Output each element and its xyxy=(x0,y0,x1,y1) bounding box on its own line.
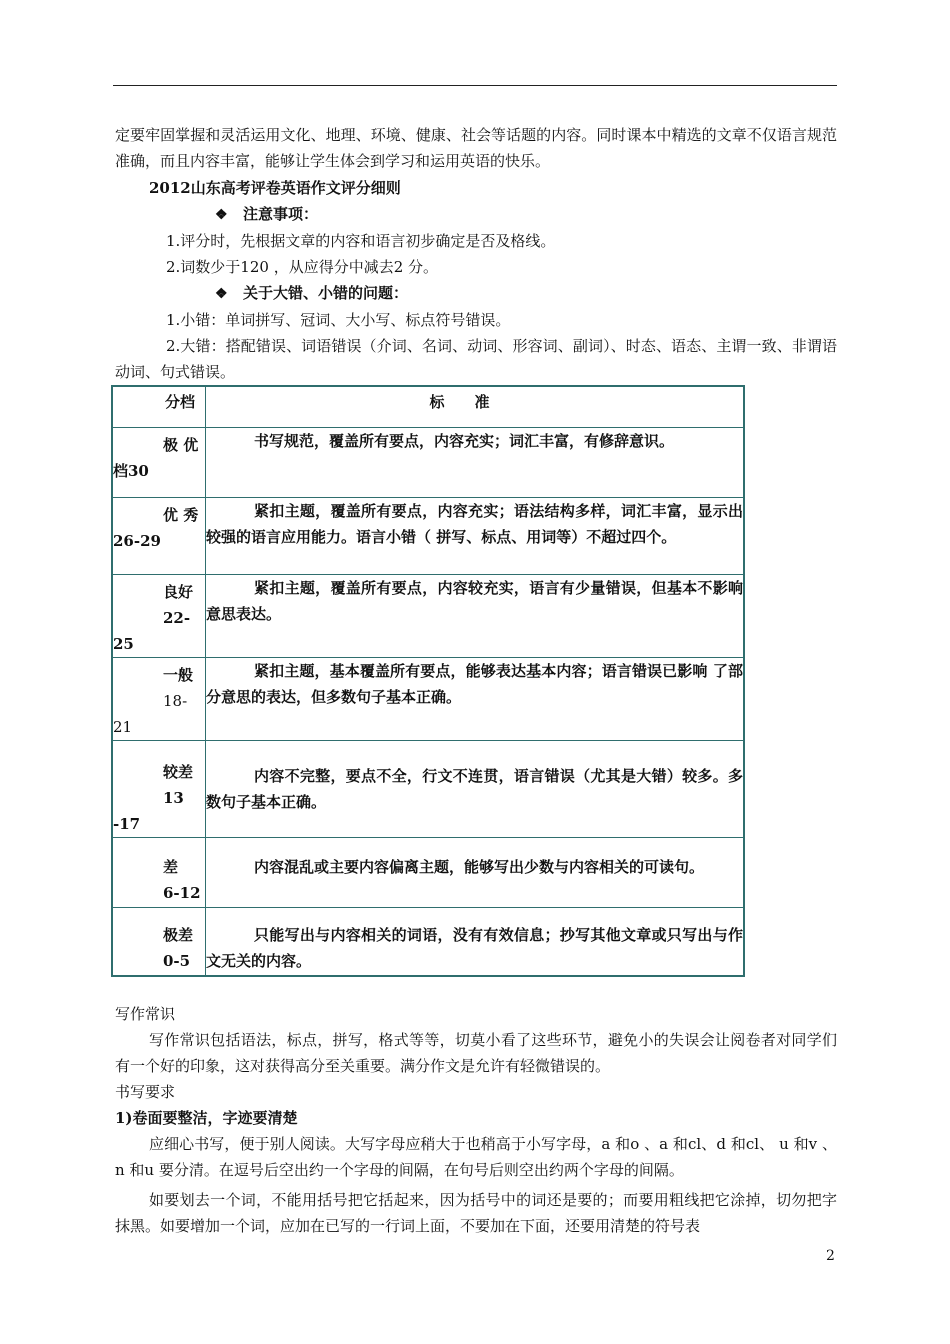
writing-req-paragraph: 应细心书写，便于别人阅读。大写字母应稍大于也稍高于小写字母，a 和o 、a 和cl、d 和cl、 u 和v 、n 和u 要分清。在逗号后空出约一个字母的间隔，在句号后则空出约两个字母的间隔。 xyxy=(115,1134,837,1179)
intro-paragraph: 定要牢固掌握和灵活运用文化、地理、环境、健康、社会等话题的内容。同时课本中精选的文章不仅语言规范准确，而且内容丰富，能够让学生体会到学习和运用英语的快乐。 xyxy=(115,126,837,170)
writing-req-paragraph: 如要划去一个词，不能用括号把它括起来，因为括号中的词还是要的；而要用粗线把它涂掉，切勿把字抹黑。如要增加一个词，应加在已写的一行词上面，不要加在下面，还要用清楚的符号表 xyxy=(115,1190,837,1235)
table-row: 优 秀 26-29 紧扣主题，覆盖所有要点，内容充实；语法结构多样，词汇丰富，显示出较强的语言应用能力。语言小错（ 拼写、标点、用词等）不超过四个。 xyxy=(112,498,744,575)
table-row: 一般 18- 21 紧扣主题，基本覆盖所有要点，能够表达基本内容；语言错误已影响 了部分意思的表达，但多数句子基本正确。 xyxy=(112,658,744,741)
table-row: 差 6-12 内容混乱或主要内容偏离主题，能够写出少数与内容相关的可读句。 xyxy=(112,838,744,908)
notes-heading: ❖ 注意事项： xyxy=(115,201,837,228)
writing-common-paragraph: 写作常识包括语法，标点，拼写，格式等等，切莫小看了这些环节，避免小的失误会让阅卷者对同学们有一个好的印象，这对获得高分至关重要。满分作文是允许有轻微错误的。 xyxy=(115,1030,837,1075)
rubric-title: 2012山东高考评卷英语作文评分细则 xyxy=(149,179,401,197)
table-row: 良好 22- 25 紧扣主题，覆盖所有要点，内容较充实，语言有少量错误，但基本不影响意思表达。 xyxy=(112,575,744,658)
error-item: 1.小错：单词拼写、冠词、大小写、标点符号错误。 xyxy=(166,311,511,329)
table-row: 极差 0-5 只能写出与内容相关的词语，没有有效信息；抄写其他文章或只写出与作文无关的内容。 xyxy=(112,908,744,976)
page-number: 2 xyxy=(826,1248,835,1264)
rubric-table xyxy=(111,385,745,977)
table-header-row xyxy=(112,386,744,428)
table-row: 较差 13 -17 内容不完整，要点不全，行文不连贯，语言错误（尤其是大错）较多。多数句子基本正确。 xyxy=(112,741,744,838)
note-item: 1.评分时，先根据文章的内容和语言初步确定是否及格线。 xyxy=(166,232,556,250)
writing-req-subheading: 1)卷面要整洁，字迹要清楚 xyxy=(115,1108,298,1127)
header-level: 分档 xyxy=(112,386,206,428)
header-rule xyxy=(113,85,837,86)
header-criteria: 标准 xyxy=(206,386,745,428)
error-item: 2.大错：搭配错误、词语错误（介词、名词、动词、形容词、副词）、时态、语态、主谓一致、非谓语动词、句式错误。 xyxy=(115,337,837,381)
table-row: 极 优 档30 书写规范，覆盖所有要点，内容充实；词汇丰富，有修辞意识。 xyxy=(112,428,744,498)
errors-heading: ❖ 关于大错、小错的问题： xyxy=(115,280,837,307)
writing-req-heading: 书写要求 xyxy=(115,1082,176,1101)
writing-common-heading: 写作常识 xyxy=(115,1004,176,1023)
note-item: 2.词数少于120 ，从应得分中减去2 分。 xyxy=(166,258,439,276)
document-body xyxy=(115,122,837,1239)
diamond-bullet-icon: ❖ xyxy=(215,286,228,302)
diamond-bullet-icon: ❖ xyxy=(215,207,228,223)
